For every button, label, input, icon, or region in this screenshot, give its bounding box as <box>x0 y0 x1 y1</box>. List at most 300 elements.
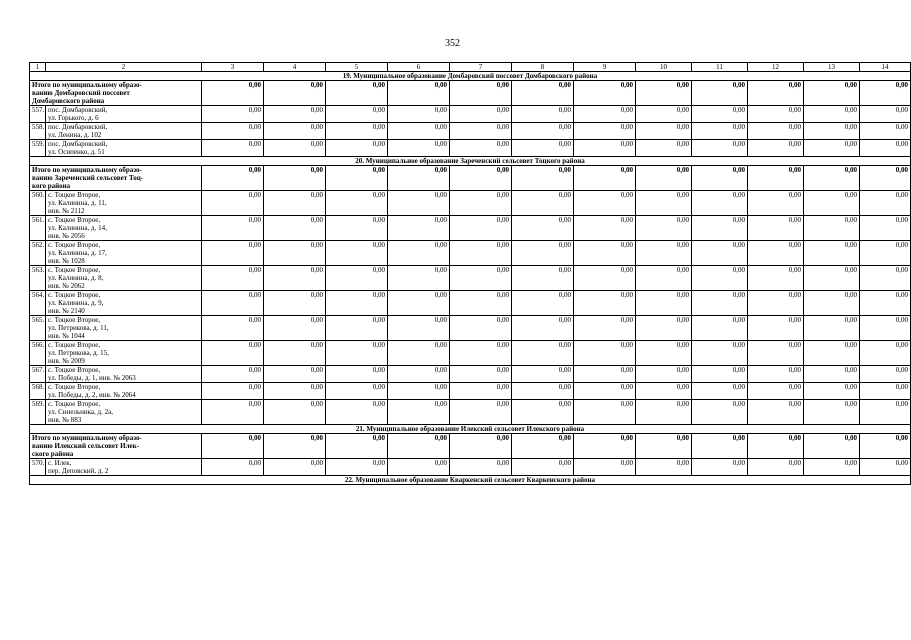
value-cell: 0,00 <box>636 434 692 459</box>
section-row <box>30 425 911 434</box>
value-cell: 0,00 <box>202 106 264 123</box>
value-cell: 0,00 <box>326 434 388 459</box>
column-header: 14 <box>860 63 911 72</box>
value-cell: 0,00 <box>264 81 326 106</box>
value-cell: 0,00 <box>264 140 326 157</box>
value-cell: 0,00 <box>388 241 450 266</box>
value-cell: 0,00 <box>860 316 911 341</box>
value-cell: 0,00 <box>512 140 574 157</box>
table-row <box>30 366 911 383</box>
column-header-row <box>30 63 911 72</box>
value-cell: 0,00 <box>860 266 911 291</box>
value-cell: 0,00 <box>326 241 388 266</box>
value-cell: 0,00 <box>202 241 264 266</box>
total-label-line: ванию Илекский сельсовет Илек- <box>32 442 140 450</box>
value-cell: 0,00 <box>388 140 450 157</box>
value-cell: 0,00 <box>574 216 636 241</box>
value-cell: 0,00 <box>388 123 450 140</box>
value-cell: 0,00 <box>804 216 860 241</box>
value-cell: 0,00 <box>636 216 692 241</box>
value-cell: 0,00 <box>512 434 574 459</box>
value-cell: 0,00 <box>326 106 388 123</box>
table-row <box>30 140 911 157</box>
value-cell: 0,00 <box>636 191 692 216</box>
value-cell: 0,00 <box>264 366 326 383</box>
address-line: ул. Калинина, д. 8, <box>48 274 104 282</box>
value-cell: 0,00 <box>860 366 911 383</box>
address-line: с. Тоцкое Второе, <box>48 383 101 391</box>
value-cell: 0,00 <box>804 123 860 140</box>
value-cell: 0,00 <box>636 316 692 341</box>
value-cell: 0,00 <box>574 400 636 425</box>
value-cell: 0,00 <box>860 216 911 241</box>
value-cell: 0,00 <box>692 191 748 216</box>
value-cell: 0,00 <box>574 81 636 106</box>
value-cell: 0,00 <box>450 191 512 216</box>
value-cell: 0,00 <box>574 366 636 383</box>
value-cell: 0,00 <box>264 383 326 400</box>
table-row <box>30 191 911 216</box>
value-cell: 0,00 <box>748 166 804 191</box>
address-cell <box>46 216 202 241</box>
value-cell: 0,00 <box>264 191 326 216</box>
address-line: с. Тоцкое Второе, <box>48 341 101 349</box>
value-cell: 0,00 <box>748 400 804 425</box>
column-header: 6 <box>388 63 450 72</box>
value-cell: 0,00 <box>512 400 574 425</box>
address-line: инв. № 2062 <box>48 282 85 290</box>
value-cell: 0,00 <box>636 341 692 366</box>
table-row <box>30 123 911 140</box>
value-cell: 0,00 <box>860 341 911 366</box>
address-cell <box>46 123 202 140</box>
value-cell: 0,00 <box>860 191 911 216</box>
value-cell: 0,00 <box>264 316 326 341</box>
value-cell: 0,00 <box>692 81 748 106</box>
column-header: 9 <box>574 63 636 72</box>
value-cell: 0,00 <box>264 341 326 366</box>
value-cell: 0,00 <box>450 366 512 383</box>
value-cell: 0,00 <box>804 383 860 400</box>
value-cell: 0,00 <box>804 266 860 291</box>
column-header: 13 <box>804 63 860 72</box>
value-cell: 0,00 <box>636 241 692 266</box>
value-cell: 0,00 <box>692 400 748 425</box>
address-line: ул. Горького, д. 6 <box>48 114 99 122</box>
address-line: ул. Калинина, д. 17, <box>48 249 107 257</box>
value-cell: 0,00 <box>326 140 388 157</box>
value-cell: 0,00 <box>574 241 636 266</box>
address-line: ул. Победы, д. 2, инв. № 2064 <box>48 391 136 399</box>
value-cell: 0,00 <box>692 434 748 459</box>
total-label-line: кого района <box>32 182 71 190</box>
value-cell: 0,00 <box>574 434 636 459</box>
address-line: с. Тоцкое Второе, <box>48 316 101 324</box>
row-number: 569. <box>30 400 46 425</box>
column-header: 2 <box>46 63 202 72</box>
address-line: пос. Домбаровский, <box>48 106 108 114</box>
value-cell: 0,00 <box>574 123 636 140</box>
value-cell: 0,00 <box>860 123 911 140</box>
value-cell: 0,00 <box>450 241 512 266</box>
value-cell: 0,00 <box>388 166 450 191</box>
address-line: ул. Синельника, д. 2а, <box>48 408 113 416</box>
value-cell: 0,00 <box>388 266 450 291</box>
address-cell <box>46 383 202 400</box>
address-line: инв. № 1028 <box>48 257 85 265</box>
value-cell: 0,00 <box>202 166 264 191</box>
value-cell: 0,00 <box>326 459 388 476</box>
row-number: 566. <box>30 341 46 366</box>
value-cell: 0,00 <box>512 241 574 266</box>
address-line: инв. № 2112 <box>48 207 85 215</box>
value-cell: 0,00 <box>388 291 450 316</box>
address-line: пос. Домбаровский, <box>48 123 108 131</box>
address-line: ул. Ленина, д. 102 <box>48 131 102 139</box>
value-cell: 0,00 <box>804 366 860 383</box>
address-line: инв. № 1044 <box>48 332 85 340</box>
value-cell: 0,00 <box>804 106 860 123</box>
value-cell: 0,00 <box>326 191 388 216</box>
column-header: 11 <box>692 63 748 72</box>
section-title: 20. Муниципальное образование Зареченский сельсовет Тоцкого района <box>30 157 911 166</box>
value-cell: 0,00 <box>264 459 326 476</box>
value-cell: 0,00 <box>450 291 512 316</box>
table-row <box>30 266 911 291</box>
value-cell: 0,00 <box>202 123 264 140</box>
value-cell: 0,00 <box>450 383 512 400</box>
value-cell: 0,00 <box>860 106 911 123</box>
value-cell: 0,00 <box>574 291 636 316</box>
value-cell: 0,00 <box>692 291 748 316</box>
page-number: 352 <box>445 38 460 49</box>
column-header: 10 <box>636 63 692 72</box>
value-cell: 0,00 <box>326 81 388 106</box>
value-cell: 0,00 <box>804 291 860 316</box>
value-cell: 0,00 <box>264 241 326 266</box>
value-cell: 0,00 <box>202 316 264 341</box>
value-cell: 0,00 <box>450 400 512 425</box>
address-line: пер. Деповский, д. 2 <box>48 467 109 475</box>
row-number: 563. <box>30 266 46 291</box>
address-line: с. Тоцкое Второе, <box>48 291 101 299</box>
value-cell: 0,00 <box>860 291 911 316</box>
value-cell: 0,00 <box>748 241 804 266</box>
value-cell: 0,00 <box>202 266 264 291</box>
section-row <box>30 72 911 81</box>
address-cell <box>46 366 202 383</box>
value-cell: 0,00 <box>512 366 574 383</box>
value-cell: 0,00 <box>264 106 326 123</box>
value-cell: 0,00 <box>804 316 860 341</box>
value-cell: 0,00 <box>804 341 860 366</box>
address-cell <box>46 291 202 316</box>
value-cell: 0,00 <box>748 81 804 106</box>
value-cell: 0,00 <box>512 383 574 400</box>
section-row <box>30 157 911 166</box>
value-cell: 0,00 <box>450 123 512 140</box>
value-cell: 0,00 <box>388 106 450 123</box>
value-cell: 0,00 <box>748 216 804 241</box>
address-line: ул. Калинина, д. 11, <box>48 199 107 207</box>
address-cell <box>46 106 202 123</box>
total-label-line: ского района <box>32 450 74 458</box>
value-cell: 0,00 <box>388 316 450 341</box>
value-cell: 0,00 <box>202 140 264 157</box>
value-cell: 0,00 <box>748 316 804 341</box>
value-cell: 0,00 <box>692 241 748 266</box>
value-cell: 0,00 <box>860 140 911 157</box>
table-body <box>30 63 911 485</box>
value-cell: 0,00 <box>804 81 860 106</box>
value-cell: 0,00 <box>450 81 512 106</box>
row-number: 570. <box>30 459 46 476</box>
value-cell: 0,00 <box>326 383 388 400</box>
value-cell: 0,00 <box>512 166 574 191</box>
value-cell: 0,00 <box>748 106 804 123</box>
value-cell: 0,00 <box>326 341 388 366</box>
column-header: 3 <box>202 63 264 72</box>
value-cell: 0,00 <box>574 266 636 291</box>
value-cell: 0,00 <box>860 166 911 191</box>
total-label-line: Домбаровского района <box>32 97 105 105</box>
total-label <box>30 434 202 459</box>
value-cell: 0,00 <box>202 81 264 106</box>
value-cell: 0,00 <box>388 434 450 459</box>
address-line: ул. Калинина, д. 9, <box>48 299 104 307</box>
address-cell <box>46 191 202 216</box>
address-line: с. Тоцкое Второе, <box>48 191 101 199</box>
table-row <box>30 291 911 316</box>
value-cell: 0,00 <box>636 81 692 106</box>
address-line: с. Тоцкое Второе, <box>48 241 101 249</box>
value-cell: 0,00 <box>574 383 636 400</box>
value-cell: 0,00 <box>326 366 388 383</box>
address-cell <box>46 316 202 341</box>
total-label-line: ванию Зареченский сельсовет Тоц- <box>32 174 144 182</box>
address-line: с. Тоцкое Второе, <box>48 216 101 224</box>
row-number: 564. <box>30 291 46 316</box>
address-cell <box>46 341 202 366</box>
address-cell <box>46 266 202 291</box>
value-cell: 0,00 <box>692 106 748 123</box>
value-cell: 0,00 <box>202 216 264 241</box>
address-line: ул. Петрикова, д. 11, <box>48 324 109 332</box>
value-cell: 0,00 <box>450 106 512 123</box>
value-cell: 0,00 <box>202 400 264 425</box>
value-cell: 0,00 <box>748 434 804 459</box>
total-row <box>30 166 911 191</box>
value-cell: 0,00 <box>264 123 326 140</box>
address-line: ул. Осипенко, д. 51 <box>48 148 105 156</box>
value-cell: 0,00 <box>574 459 636 476</box>
value-cell: 0,00 <box>804 434 860 459</box>
value-cell: 0,00 <box>388 400 450 425</box>
value-cell: 0,00 <box>264 291 326 316</box>
value-cell: 0,00 <box>692 166 748 191</box>
value-cell: 0,00 <box>326 216 388 241</box>
value-cell: 0,00 <box>512 216 574 241</box>
address-line: ул. Калинина, д. 14, <box>48 224 107 232</box>
value-cell: 0,00 <box>512 266 574 291</box>
value-cell: 0,00 <box>692 123 748 140</box>
address-cell <box>46 140 202 157</box>
value-cell: 0,00 <box>264 400 326 425</box>
value-cell: 0,00 <box>636 291 692 316</box>
value-cell: 0,00 <box>388 81 450 106</box>
value-cell: 0,00 <box>748 291 804 316</box>
value-cell: 0,00 <box>264 166 326 191</box>
value-cell: 0,00 <box>748 459 804 476</box>
section-title: 22. Муниципальное образование Кваркенский сельсовет Кваркенского района <box>30 476 911 485</box>
value-cell: 0,00 <box>748 266 804 291</box>
value-cell: 0,00 <box>692 140 748 157</box>
data-table <box>29 62 911 485</box>
value-cell: 0,00 <box>636 366 692 383</box>
address-cell <box>46 241 202 266</box>
value-cell: 0,00 <box>326 316 388 341</box>
value-cell: 0,00 <box>574 316 636 341</box>
total-label-line: Итого по муниципальному образо- <box>32 166 142 174</box>
value-cell: 0,00 <box>860 81 911 106</box>
value-cell: 0,00 <box>450 266 512 291</box>
value-cell: 0,00 <box>512 106 574 123</box>
value-cell: 0,00 <box>512 291 574 316</box>
address-line: ул. Победы, д. 1, инв. № 2063 <box>48 374 136 382</box>
value-cell: 0,00 <box>804 166 860 191</box>
address-line: пос. Домбаровский, <box>48 140 108 148</box>
table-row <box>30 341 911 366</box>
value-cell: 0,00 <box>636 400 692 425</box>
value-cell: 0,00 <box>450 216 512 241</box>
value-cell: 0,00 <box>388 383 450 400</box>
column-header: 4 <box>264 63 326 72</box>
value-cell: 0,00 <box>326 291 388 316</box>
value-cell: 0,00 <box>388 341 450 366</box>
value-cell: 0,00 <box>450 316 512 341</box>
value-cell: 0,00 <box>512 459 574 476</box>
value-cell: 0,00 <box>748 123 804 140</box>
section-row <box>30 476 911 485</box>
section-title: 19. Муниципальное образование Домбаровский поссовет Домбаровского района <box>30 72 911 81</box>
row-number: 565. <box>30 316 46 341</box>
value-cell: 0,00 <box>264 434 326 459</box>
address-line: с. Тоцкое Второе, <box>48 366 101 374</box>
value-cell: 0,00 <box>202 383 264 400</box>
address-line: ул. Петрикова, д. 15, <box>48 349 109 357</box>
address-line: с. Илек, <box>48 459 72 467</box>
value-cell: 0,00 <box>574 140 636 157</box>
value-cell: 0,00 <box>636 140 692 157</box>
value-cell: 0,00 <box>636 166 692 191</box>
column-header: 5 <box>326 63 388 72</box>
column-header: 7 <box>450 63 512 72</box>
value-cell: 0,00 <box>692 216 748 241</box>
table-row <box>30 106 911 123</box>
value-cell: 0,00 <box>860 241 911 266</box>
value-cell: 0,00 <box>748 341 804 366</box>
value-cell: 0,00 <box>804 241 860 266</box>
column-header: 12 <box>748 63 804 72</box>
value-cell: 0,00 <box>512 316 574 341</box>
table-row <box>30 316 911 341</box>
value-cell: 0,00 <box>512 191 574 216</box>
value-cell: 0,00 <box>636 383 692 400</box>
value-cell: 0,00 <box>692 266 748 291</box>
address-line: с. Тоцкое Второе, <box>48 400 101 408</box>
value-cell: 0,00 <box>450 341 512 366</box>
value-cell: 0,00 <box>450 434 512 459</box>
table-row <box>30 216 911 241</box>
total-label <box>30 81 202 106</box>
row-number: 557. <box>30 106 46 123</box>
row-number: 559. <box>30 140 46 157</box>
value-cell: 0,00 <box>860 383 911 400</box>
section-title: 21. Муниципальное образование Илекский сельсовет Илекского района <box>30 425 911 434</box>
value-cell: 0,00 <box>748 191 804 216</box>
value-cell: 0,00 <box>804 191 860 216</box>
value-cell: 0,00 <box>388 191 450 216</box>
value-cell: 0,00 <box>748 140 804 157</box>
value-cell: 0,00 <box>692 341 748 366</box>
address-line: инв. № 883 <box>48 416 82 424</box>
value-cell: 0,00 <box>512 123 574 140</box>
value-cell: 0,00 <box>512 341 574 366</box>
value-cell: 0,00 <box>574 166 636 191</box>
total-label-line: ванию Домбаровский поссовет <box>32 89 130 97</box>
value-cell: 0,00 <box>202 434 264 459</box>
value-cell: 0,00 <box>326 400 388 425</box>
row-number: 561. <box>30 216 46 241</box>
value-cell: 0,00 <box>804 400 860 425</box>
value-cell: 0,00 <box>450 459 512 476</box>
address-cell <box>46 400 202 425</box>
row-number: 558. <box>30 123 46 140</box>
value-cell: 0,00 <box>636 266 692 291</box>
value-cell: 0,00 <box>264 266 326 291</box>
value-cell: 0,00 <box>512 81 574 106</box>
table-row <box>30 383 911 400</box>
value-cell: 0,00 <box>860 459 911 476</box>
value-cell: 0,00 <box>326 123 388 140</box>
value-cell: 0,00 <box>326 166 388 191</box>
value-cell: 0,00 <box>202 291 264 316</box>
address-line: с. Тоцкое Второе, <box>48 266 101 274</box>
value-cell: 0,00 <box>860 434 911 459</box>
value-cell: 0,00 <box>692 316 748 341</box>
value-cell: 0,00 <box>202 341 264 366</box>
total-label <box>30 166 202 191</box>
value-cell: 0,00 <box>692 459 748 476</box>
address-cell <box>46 459 202 476</box>
table-row <box>30 400 911 425</box>
value-cell: 0,00 <box>450 166 512 191</box>
table-row <box>30 241 911 266</box>
total-row <box>30 81 911 106</box>
value-cell: 0,00 <box>748 383 804 400</box>
row-number: 560. <box>30 191 46 216</box>
value-cell: 0,00 <box>450 140 512 157</box>
total-label-line: Итого по муниципальному образо- <box>32 81 142 89</box>
value-cell: 0,00 <box>860 400 911 425</box>
value-cell: 0,00 <box>636 123 692 140</box>
table-row <box>30 459 911 476</box>
value-cell: 0,00 <box>202 459 264 476</box>
value-cell: 0,00 <box>636 106 692 123</box>
address-line: инв. № 2056 <box>48 232 85 240</box>
value-cell: 0,00 <box>264 216 326 241</box>
total-row <box>30 434 911 459</box>
